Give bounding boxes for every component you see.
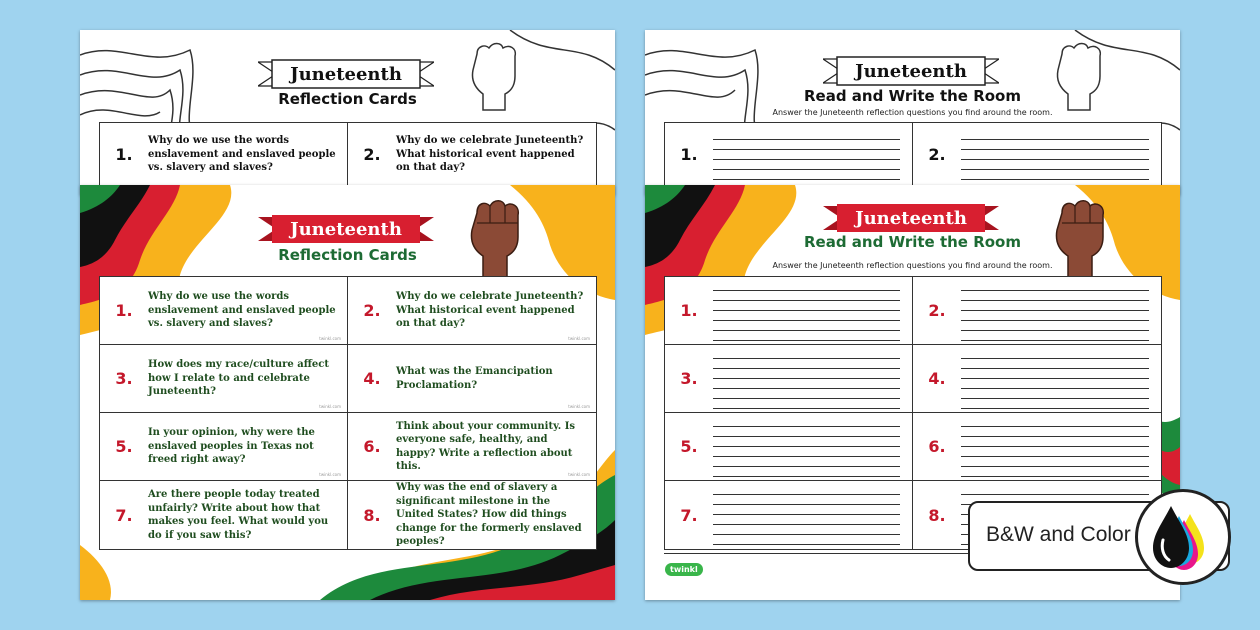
instruction-text: Answer the Juneteenth reflection questions you find around the room. <box>772 108 1053 117</box>
question-card-2: 2. Why do we celebrate Juneteenth? What historical event happened on that day? twinkl.com <box>348 277 596 345</box>
instruction-text: Answer the Juneteenth reflection questions you find around the room. <box>772 261 1053 270</box>
question-text: Why do we celebrate Juneteenth? What historical event happened on that day? <box>396 135 584 174</box>
bw-read-write-room-sheet <box>645 30 1180 195</box>
watermark: twinkl.com <box>568 404 590 409</box>
question-card-7: 7. Are there people today treated unfairly? Write about how that makes you feel. What would you do if you saw this? <box>100 481 348 549</box>
answer-card-1: 1. <box>665 123 913 187</box>
answer-card-1: 1. <box>665 277 913 345</box>
question-card-1: 1. Why do we use the words enslavement and enslaved people vs. slavery and slaves? <box>100 123 348 187</box>
sheet-title: Juneteenth <box>290 63 402 85</box>
watermark: twinkl.com <box>319 472 341 477</box>
answer-card-3: 3. <box>665 345 913 413</box>
ink-drops-icon <box>1138 492 1228 582</box>
color-reflection-cards-sheet <box>80 185 615 600</box>
watermark: twinkl.com <box>568 336 590 341</box>
question-grid <box>99 276 597 550</box>
question-card-5: 5. In your opinion, why were the enslaved peoples in Texas not freed right away? twinkl.com <box>100 413 348 481</box>
question-grid <box>99 122 597 188</box>
question-text: How does my race/culture affect how I relate to and celebrate Juneteenth? <box>148 359 329 398</box>
writing-lines <box>713 130 912 180</box>
answer-card-8: 8. <box>913 481 1161 549</box>
sheet-subtitle: Read and Write the Room <box>804 233 1021 251</box>
answer-card-6: 6. <box>913 413 1161 481</box>
answer-card-4: 4. <box>913 345 1161 413</box>
raised-fist-icon <box>1050 40 1110 112</box>
answer-card-7: 7. <box>665 481 913 549</box>
question-text: In your opinion, why were the enslaved peoples in Texas not freed right away? <box>148 427 315 466</box>
sheet-title: Juneteenth <box>855 60 967 82</box>
question-card-8: 8. Why was the end of slavery a significant milestone in the United States? How did things change for the formerly enslaved peoples? <box>348 481 596 549</box>
question-text: Why do we use the words enslavement and enslaved people vs. slavery and slaves? <box>148 291 336 330</box>
question-text: Why do we celebrate Juneteenth? What historical event happened on that day? <box>396 291 584 330</box>
raised-fist-icon <box>465 40 525 112</box>
watermark: twinkl.com <box>319 404 341 409</box>
ink-drops-badge <box>1135 489 1231 585</box>
watermark: twinkl.com <box>568 472 590 477</box>
writing-lines <box>961 130 1161 180</box>
answer-card-2: 2. <box>913 277 1161 345</box>
question-card-2: 2. Why do we celebrate Juneteenth? What historical event happened on that day? <box>348 123 596 187</box>
sheet-subtitle: Reflection Cards <box>278 90 417 108</box>
writing-lines <box>713 349 912 409</box>
writing-lines <box>713 417 912 477</box>
writing-lines <box>713 281 912 341</box>
bw-reflection-cards-sheet <box>80 30 615 195</box>
question-text: Think about your community. Is everyone safe, healthy, and happy? Write a reflection about this. <box>396 420 576 472</box>
question-card-3: 3. How does my race/culture affect how I relate to and celebrate Juneteenth? twinkl.com <box>100 345 348 413</box>
sheet-title: Juneteenth <box>855 207 967 229</box>
question-card-1: 1. Why do we use the words enslavement and enslaved people vs. slavery and slaves? twinkl.com <box>100 277 348 345</box>
sheet-subtitle: Reflection Cards <box>278 246 417 264</box>
question-text: What was the Emancipation Proclamation? <box>396 366 553 391</box>
answer-card-5: 5. <box>665 413 913 481</box>
answer-grid <box>664 122 1162 188</box>
question-card-4: 4. What was the Emancipation Proclamation? twinkl.com <box>348 345 596 413</box>
question-text: Why was the end of slavery a significant milestone in the United States? How did things change for the formerly enslaved peoples? <box>396 482 582 548</box>
sheet-title: Juneteenth <box>290 218 402 240</box>
writing-lines <box>961 417 1161 477</box>
raised-fist-icon <box>465 197 529 279</box>
writing-lines <box>961 349 1161 409</box>
twinkl-logo: twinkl <box>665 563 703 576</box>
writing-lines <box>713 485 912 545</box>
question-card-6: 6. Think about your community. Is everyone safe, healthy, and happy? Write a reflection about this. twinkl.com <box>348 413 596 481</box>
question-text: Why do we use the words enslavement and enslaved people vs. slavery and slaves? <box>148 135 336 174</box>
watermark: twinkl.com <box>319 336 341 341</box>
badge-label: B&W and Color <box>986 523 1131 546</box>
sheet-subtitle: Read and Write the Room <box>804 87 1021 105</box>
writing-lines <box>961 281 1161 341</box>
question-text: Are there people today treated unfairly? Write about how that makes you feel. What would you do if you saw this? <box>148 489 329 541</box>
answer-card-2: 2. <box>913 123 1161 187</box>
